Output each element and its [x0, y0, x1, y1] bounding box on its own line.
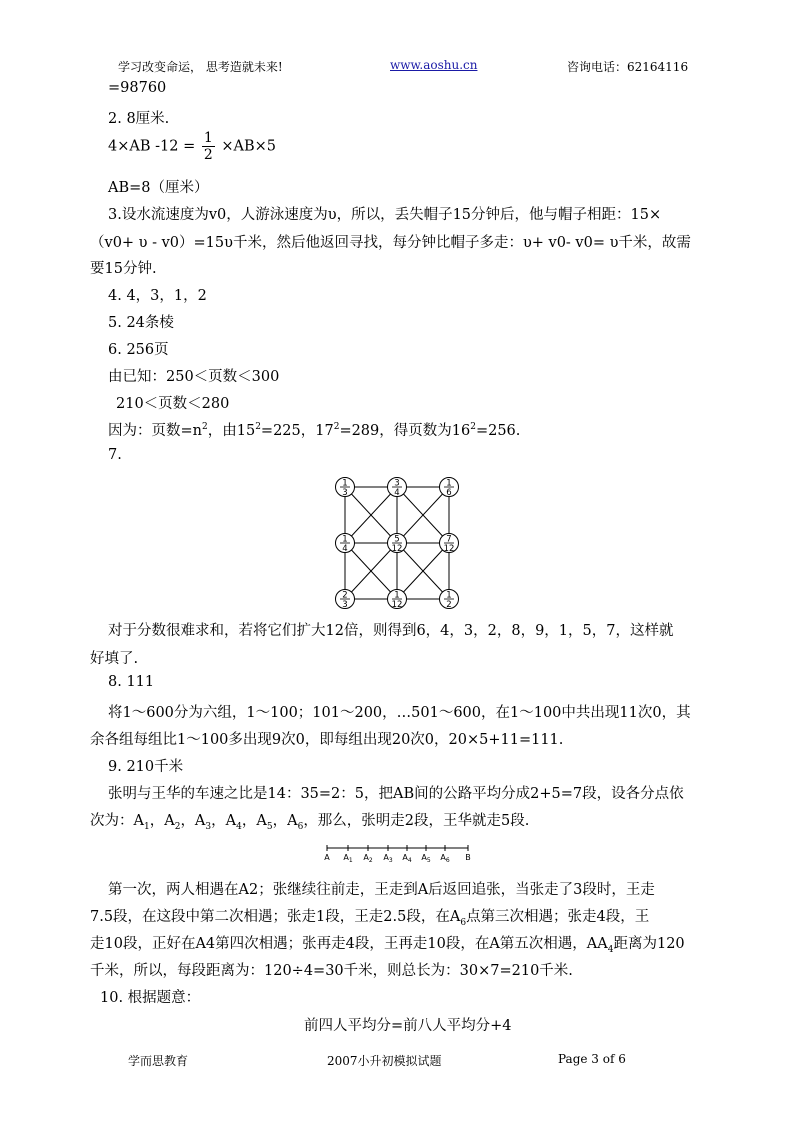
answer-8-line-1: 将1～600分为六组，1～100；101～200，…501～600，在1～100中共出现11次0，其: [108, 705, 691, 721]
footer-org: 学而思教育: [128, 1054, 189, 1068]
header-website-link[interactable]: www.aoshu.cn: [390, 58, 478, 72]
node-denominator: 12: [391, 600, 403, 610]
answer-line: AB=8（厘米）: [108, 180, 209, 196]
subscript: 4: [236, 821, 242, 832]
node-denominator: 3: [342, 600, 348, 610]
fraction-node: [336, 478, 355, 499]
text-part: 7.5段，在这段中第二次相遇；张走1段，王走2.5段，在A: [90, 909, 461, 925]
exponent: 2: [333, 422, 340, 433]
answer-9-line-5: [90, 932, 685, 953]
segment-label: $A_6$: [440, 853, 450, 864]
answer-9-line-2: [90, 809, 529, 830]
node-denominator: 12: [391, 544, 403, 554]
node-numerator: 7: [446, 534, 452, 545]
node-denominator: 12: [443, 544, 455, 554]
answer-6-line-3: [108, 419, 520, 440]
exponent: 2: [255, 422, 261, 433]
node-numerator: 5: [394, 534, 400, 545]
fraction-node: [336, 534, 355, 555]
text-part: ，A: [241, 813, 267, 829]
node-numerator: 1: [446, 590, 452, 601]
footer-page-number: Page 3 of 6: [558, 1052, 626, 1066]
answer-7-line-1: 对于分数很难求和，若将它们扩大12倍，则得到6，4，3，2，8，9，1，5，7，这样就: [108, 623, 674, 639]
fraction-node: [388, 534, 407, 555]
fraction-node: [440, 534, 459, 555]
answer-8-heading: 8. 111: [108, 674, 155, 690]
text-part: ，那么，张明走2段，王华就走5段.: [303, 813, 530, 829]
segment-label: $A_1$: [343, 853, 353, 864]
text-part: ，A: [211, 813, 237, 829]
node-numerator: 1: [342, 534, 348, 545]
answer-9-line-4: [90, 905, 649, 926]
answer-4-heading: 4. 4，3，1，2: [108, 288, 207, 304]
equation-line: [108, 130, 276, 163]
exponent: 2: [470, 422, 476, 433]
text-part: 次为：A: [90, 813, 144, 829]
segment-label: $A_4$: [402, 853, 412, 864]
text-part: 走10段，正好在A4第四次相遇；张再走4段，王再走10段，在A第五次相遇，AA: [90, 936, 608, 952]
exponent: 2: [202, 422, 208, 433]
answer-10-heading: 10. 根据题意：: [100, 990, 201, 1006]
fraction-node: [440, 478, 459, 499]
answer-8-line-2: 余各组每组比1～100多出现9次0，即每组出现20次0，20×5+11=111.: [90, 732, 564, 748]
node-numerator: 1: [342, 478, 348, 489]
answer-5-heading: 5. 24条棱: [108, 315, 174, 331]
text-part: 因为：页数=n: [108, 423, 202, 439]
text-part: ，A: [272, 813, 298, 829]
answer-3-line-3: 要15分钟.: [90, 261, 157, 277]
segment-label: B: [465, 853, 471, 862]
answer-9-line-6: 千米，所以，每段距离为：120÷4=30千米，则总长为：30×7=210千米.: [90, 963, 573, 979]
node-numerator: 1: [446, 478, 452, 489]
fraction-node: [336, 590, 355, 611]
answer-line: =98760: [108, 80, 167, 96]
subscript: 4: [607, 944, 614, 955]
answer-9-heading: 9. 210千米: [108, 759, 184, 775]
node-denominator: 6: [446, 488, 452, 498]
fraction-grid-diagram: [330, 474, 466, 610]
answer-2-heading: 2. 8厘米.: [108, 111, 170, 127]
fraction-node: [388, 590, 407, 611]
answer-7-line-2: 好填了.: [90, 651, 139, 667]
header-phone: 咨询电话：62164116: [567, 60, 689, 74]
segment-label: $A_5$: [421, 853, 431, 864]
subscript: 2: [174, 821, 181, 832]
subscript: 1: [143, 821, 150, 832]
node-numerator: 2: [342, 590, 348, 601]
node-denominator: 4: [394, 488, 400, 498]
fraction-numerator: 1: [203, 130, 213, 146]
text-part: 点第三次相遇；张走4段，王: [466, 909, 650, 925]
fraction-denominator: 2: [203, 147, 213, 163]
answer-3-line-2: （v0+ υ - v0）=15υ千米，然后他返回寻找，每分钟比帽子多走：υ+ v0- v0= υ千米，故需: [90, 235, 691, 251]
text-part: =256.: [475, 423, 521, 439]
node-denominator: 2: [446, 600, 452, 610]
fraction-node: [388, 478, 407, 499]
subscript: 3: [205, 821, 212, 832]
text-part: =289，得页数为16: [339, 423, 471, 439]
answer-6-heading: 6. 256页: [108, 342, 169, 358]
fraction-node: [440, 590, 459, 611]
subscript: 5: [266, 821, 273, 832]
text-part: 距离为120: [613, 936, 685, 952]
answer-6-line-2: 210＜页数＜280: [116, 396, 230, 412]
text-part: =225，17: [260, 423, 334, 439]
answer-7-heading: 7.: [108, 447, 122, 463]
segment-label: $A_2$: [363, 853, 373, 864]
text-part: ，A: [149, 813, 175, 829]
footer-title: 2007小升初模拟试题: [327, 1054, 442, 1068]
text-part: ，A: [180, 813, 206, 829]
text-part: ，由15: [207, 423, 256, 439]
subscript: 6: [460, 917, 467, 928]
equation-right: ×AB×5: [221, 138, 277, 155]
equation-left: 4×AB -12 =: [108, 138, 196, 155]
fraction-one-half: [202, 130, 215, 163]
answer-10-line-1: 前四人平均分=前八人平均分+4: [304, 1018, 512, 1034]
node-numerator: 1: [394, 590, 400, 601]
node-numerator: 3: [394, 478, 400, 489]
segment-label: A: [324, 853, 330, 862]
subscript: 6: [297, 821, 304, 832]
answer-9-line-1: 张明与王华的车速之比是14：35=2：5，把AB间的公路平均分成2+5=7段，设各分点依: [108, 786, 684, 802]
node-denominator: 4: [342, 544, 348, 554]
segment-diagram: [322, 842, 474, 864]
answer-6-line-1: 由已知：250＜页数＜300: [108, 369, 280, 385]
header-slogan: 学习改变命运， 思考造就未来!: [118, 60, 283, 74]
answer-3-line-1: 3.设水流速度为v0，人游泳速度为υ，所以，丢失帽子15分钟后，他与帽子相距：15×: [108, 207, 662, 223]
node-denominator: 3: [342, 488, 348, 498]
segment-label: $A_3$: [383, 853, 393, 864]
answer-9-line-3: 第一次，两人相遇在A2；张继续往前走，王走到A后返回追张，当张走了3段时，王走: [108, 882, 655, 898]
